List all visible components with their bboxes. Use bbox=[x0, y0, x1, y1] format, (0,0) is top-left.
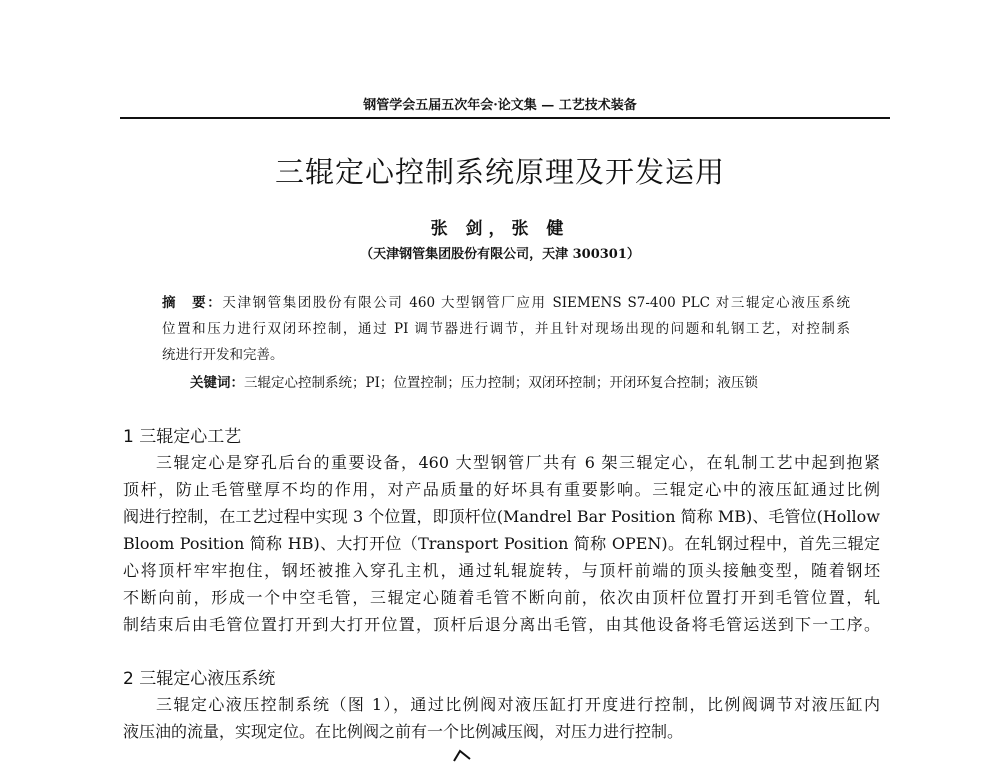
body-line: 液压油的流量，实现定位。在比例阀之前有一个比例减压阀，对压力进行控制。 bbox=[123, 722, 684, 741]
section-heading: 2 三辊定心液压系统 bbox=[123, 669, 276, 689]
running-header: 钢管学会五届五次年会·论文集 — 工艺技术装备 bbox=[363, 98, 637, 113]
body-line: 制结束后由毛管位置打开到大打开位置，顶杆后退分离出毛管，由其他设备将毛管运送到下一工序。 bbox=[123, 615, 880, 634]
keywords bbox=[190, 371, 758, 391]
keywords-text: 三辊定心控制系统；PI；位置控制；压力控制；双闭环控制；开闭环复合控制；液压锁 bbox=[244, 375, 758, 391]
abstract-text: 天津钢管集团股份有限公司 460 大型钢管厂应用 SIEMENS S7-400 PLC 对三辊定心液压系统 bbox=[222, 295, 851, 311]
paper-title: 三辊定心控制系统原理及开发运用 bbox=[274, 155, 725, 189]
affiliation: （天津钢管集团股份有限公司，天津 300301） bbox=[360, 247, 640, 262]
abstract-line bbox=[162, 291, 850, 311]
keywords-label: 关键词： bbox=[190, 375, 244, 391]
figure-fragment bbox=[452, 748, 472, 767]
header-rule bbox=[120, 117, 890, 119]
body-line: 心将顶杆牢牢抱住，钢坯被推入穿孔主机，通过轧辊旋转，与顶杆前端的顶头接触变型，随着钢坯 bbox=[123, 561, 880, 580]
body-line: 三辊定心是穿孔后台的重要设备，460 大型钢管厂共有 6 架三辊定心，在轧制工艺中起到抱紧 bbox=[156, 453, 880, 472]
body-line: 阀进行控制，在工艺过程中实现 3 个位置，即顶杆位(Mandrel Bar Position 简称 MB)、毛管位(Hollow bbox=[123, 507, 880, 526]
body-line: 三辊定心液压控制系统（图 1），通过比例阀对液压缸打开度进行控制，比例阀调节对液压缸内 bbox=[156, 695, 880, 714]
body-line: 顶杆，防止毛管壁厚不均的作用，对产品质量的好坏具有重要影响。三辊定心中的液压缸通过比例 bbox=[123, 480, 880, 499]
authors: 张 剑，张 健 bbox=[430, 219, 570, 239]
abstract-line: 统进行开发和完善。 bbox=[162, 347, 284, 363]
section-heading: 1 三辊定心工艺 bbox=[123, 427, 242, 447]
body-line: 不断向前，形成一个中空毛管，三辊定心随着毛管不断向前，依次由顶杆位置打开到毛管位置，轧 bbox=[123, 588, 880, 607]
body-line: Bloom Position 简称 HB)、大打开位（Transport Position 简称 OPEN)。在轧钢过程中，首先三辊定 bbox=[123, 534, 880, 553]
abstract-label: 摘 要： bbox=[162, 295, 223, 311]
abstract-line: 位置和压力进行双闭环控制，通过 PI 调节器进行调节，并且针对现场出现的问题和轧钢工艺，对控制系 bbox=[162, 321, 850, 337]
